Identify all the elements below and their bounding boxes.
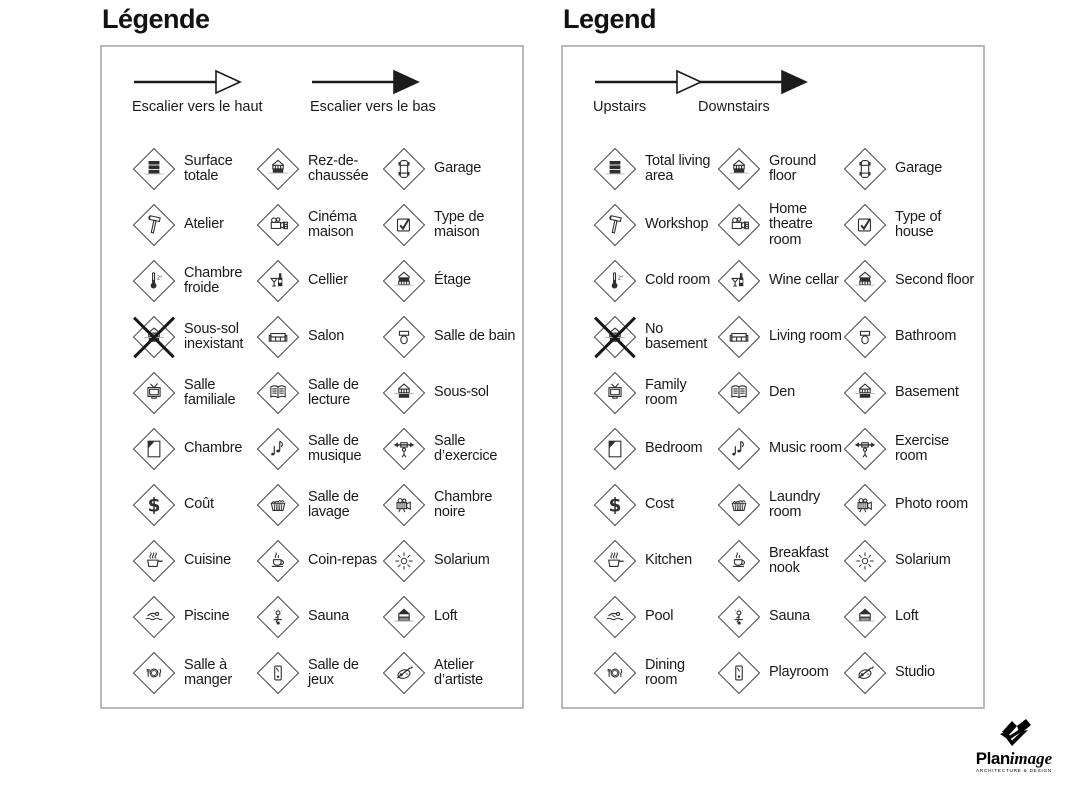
filled-arrow-icon bbox=[310, 69, 420, 95]
legend-item-label: Exercise room bbox=[895, 432, 949, 464]
outline-arrow-icon bbox=[132, 69, 242, 95]
basement-icon bbox=[382, 371, 426, 415]
legend-item bbox=[843, 533, 983, 589]
breakfast-nook-icon bbox=[256, 539, 300, 583]
legend-item bbox=[593, 253, 717, 309]
legend-item bbox=[717, 309, 843, 365]
legend-item-label: Bedroom bbox=[645, 440, 703, 457]
planimage-logo-icon bbox=[992, 718, 1036, 752]
cold-room-icon bbox=[593, 259, 637, 303]
legend-item bbox=[717, 197, 843, 253]
legend-item bbox=[382, 477, 522, 533]
legend-item bbox=[132, 533, 256, 589]
legend-item bbox=[256, 365, 382, 421]
legend-item-label: Rez-de-chaussée bbox=[308, 152, 369, 184]
workshop-icon bbox=[593, 203, 637, 247]
legend-item-label: Cold room bbox=[645, 272, 711, 289]
legend-item-label: Ground floor bbox=[769, 152, 817, 184]
legend-item bbox=[717, 141, 843, 197]
legend-item-label: Bathroom bbox=[895, 328, 957, 345]
legend-item bbox=[593, 477, 717, 533]
legend-item bbox=[256, 309, 382, 365]
legend-item-label: Cuisine bbox=[184, 552, 231, 569]
workshop-icon bbox=[132, 203, 176, 247]
laundry-room-icon bbox=[256, 483, 300, 527]
home-theatre-icon bbox=[256, 203, 300, 247]
legend-item-label: Salle d’exercice bbox=[434, 432, 498, 464]
legend-item bbox=[256, 141, 382, 197]
legend-item bbox=[843, 589, 983, 645]
legend-item-label: Kitchen bbox=[645, 552, 692, 569]
music-room-icon bbox=[717, 427, 761, 471]
legend-item-label: Coût bbox=[184, 496, 214, 513]
legend-item bbox=[717, 589, 843, 645]
cost-icon bbox=[593, 483, 637, 527]
breakfast-nook-icon bbox=[717, 539, 761, 583]
legend-item-label: Chambre froide bbox=[184, 264, 243, 296]
legend-item bbox=[843, 645, 983, 701]
legend-item bbox=[843, 477, 983, 533]
photo-room-icon bbox=[382, 483, 426, 527]
legend-item-label: Den bbox=[769, 384, 795, 401]
type-of-house-icon bbox=[843, 203, 887, 247]
bedroom-icon bbox=[132, 427, 176, 471]
total-area-icon bbox=[593, 147, 637, 191]
legend-item-label: Loft bbox=[895, 608, 919, 625]
legend-item bbox=[593, 141, 717, 197]
diamond-outline bbox=[133, 316, 175, 358]
stair-arrow bbox=[593, 69, 698, 131]
legend-item bbox=[593, 421, 717, 477]
cost-icon bbox=[132, 483, 176, 527]
legend-item bbox=[843, 421, 983, 477]
legend-item bbox=[256, 589, 382, 645]
legend-item bbox=[593, 589, 717, 645]
legend-item bbox=[382, 533, 522, 589]
arrow-label: Escalier vers le bas bbox=[310, 99, 436, 115]
legend-item-label: Salle familiale bbox=[184, 376, 236, 408]
legend-item bbox=[382, 645, 522, 701]
planimage-logo bbox=[966, 718, 1062, 773]
legend-item-label: Living room bbox=[769, 328, 842, 345]
panel-box bbox=[561, 45, 985, 709]
dining-room-icon bbox=[593, 651, 637, 695]
legend-panel-french bbox=[100, 0, 524, 709]
legend-item bbox=[593, 533, 717, 589]
legend-item-label: Playroom bbox=[769, 664, 829, 681]
legend-item bbox=[132, 477, 256, 533]
legend-item bbox=[256, 645, 382, 701]
legend-item-label: Garage bbox=[895, 160, 943, 177]
total-area-icon bbox=[132, 147, 176, 191]
legend-item-label: Salon bbox=[308, 328, 345, 345]
no-basement-icon bbox=[132, 315, 176, 359]
legend-item bbox=[593, 197, 717, 253]
legend-item-label: Atelier d’artiste bbox=[434, 656, 483, 688]
legend-item-label: Type of house bbox=[895, 208, 942, 240]
legend-item-label: Atelier bbox=[184, 216, 224, 233]
studio-icon bbox=[382, 651, 426, 695]
legend-item bbox=[132, 365, 256, 421]
legend-item bbox=[717, 253, 843, 309]
diamond-outline bbox=[594, 316, 636, 358]
family-room-icon bbox=[593, 371, 637, 415]
legend-item-label: Surface totale bbox=[184, 152, 233, 184]
logo-text-bold: Plan bbox=[975, 749, 1010, 768]
legend-item-label: Wine cellar bbox=[769, 272, 839, 289]
legend-item bbox=[593, 645, 717, 701]
legend-item-label: Pool bbox=[645, 608, 674, 625]
legend-item-label: Workshop bbox=[645, 216, 709, 233]
playroom-icon bbox=[256, 651, 300, 695]
legend-item-label: Salle à manger bbox=[184, 656, 232, 688]
legend-item-label: Salle de jeux bbox=[308, 656, 359, 688]
legend-item bbox=[843, 253, 983, 309]
studio-icon bbox=[843, 651, 887, 695]
legend-item bbox=[382, 309, 522, 365]
legend-item bbox=[256, 197, 382, 253]
pool-icon bbox=[132, 595, 176, 639]
garage-icon bbox=[843, 147, 887, 191]
legend-item bbox=[132, 645, 256, 701]
stair-arrows-row bbox=[132, 69, 522, 131]
living-room-icon bbox=[256, 315, 300, 359]
logo-tagline: ARCHITECTURE & DESIGN bbox=[975, 768, 1052, 773]
playroom-icon bbox=[717, 651, 761, 695]
den-icon bbox=[717, 371, 761, 415]
legend-item bbox=[256, 421, 382, 477]
arrow-label: Upstairs bbox=[593, 99, 647, 115]
legend-item bbox=[717, 645, 843, 701]
home-theatre-icon bbox=[717, 203, 761, 247]
legend-item-label: Type de maison bbox=[434, 208, 485, 240]
legend-item-label: Second floor bbox=[895, 272, 975, 289]
legend-item-label: Family room bbox=[645, 376, 687, 408]
legend-item-label: Cellier bbox=[308, 272, 348, 289]
legend-item bbox=[256, 533, 382, 589]
legend-item-label: Total living area bbox=[645, 152, 711, 184]
exercise-room-icon bbox=[382, 427, 426, 471]
legend-grid bbox=[132, 141, 522, 701]
legend-item bbox=[717, 477, 843, 533]
sauna-icon bbox=[256, 595, 300, 639]
outline-arrow-icon bbox=[593, 69, 703, 95]
legend-item bbox=[843, 365, 983, 421]
legend-item bbox=[593, 365, 717, 421]
legend-item bbox=[843, 141, 983, 197]
panel-title: Légende bbox=[102, 4, 210, 34]
legend-item-label: Music room bbox=[769, 440, 842, 457]
legend-item bbox=[843, 309, 983, 365]
legend-item-label: Étage bbox=[434, 272, 471, 289]
living-room-icon bbox=[717, 315, 761, 359]
legend-item-label: Salle de bain bbox=[434, 328, 516, 345]
legend-item-label: Sauna bbox=[308, 608, 349, 625]
legend-item bbox=[382, 365, 522, 421]
family-room-icon bbox=[132, 371, 176, 415]
legend-item bbox=[256, 253, 382, 309]
pool-icon bbox=[593, 595, 637, 639]
bathroom-icon bbox=[843, 315, 887, 359]
den-icon bbox=[256, 371, 300, 415]
legend-item bbox=[132, 589, 256, 645]
legend-item-label: Laundry room bbox=[769, 488, 820, 520]
solarium-icon bbox=[382, 539, 426, 583]
loft-icon bbox=[843, 595, 887, 639]
solarium-icon bbox=[843, 539, 887, 583]
legend-item-label: Photo room bbox=[895, 496, 968, 513]
stair-arrows-row bbox=[593, 69, 983, 131]
legend-item bbox=[132, 309, 256, 365]
legend-item-label: Basement bbox=[895, 384, 959, 401]
legend-item bbox=[717, 421, 843, 477]
legend-item-label: Solarium bbox=[434, 552, 490, 569]
filled-arrow-icon bbox=[698, 69, 808, 95]
legend-item-label: Breakfast nook bbox=[769, 544, 829, 576]
legend-item bbox=[717, 533, 843, 589]
bedroom-icon bbox=[593, 427, 637, 471]
legend-item-label: Coin-repas bbox=[308, 552, 377, 569]
legend-item bbox=[382, 141, 522, 197]
legend-item bbox=[132, 421, 256, 477]
legend-item-label: Sauna bbox=[769, 608, 810, 625]
exercise-room-icon bbox=[843, 427, 887, 471]
legend-item-label: Studio bbox=[895, 664, 935, 681]
legend-item bbox=[382, 253, 522, 309]
legend-item bbox=[717, 365, 843, 421]
legend-item bbox=[132, 197, 256, 253]
wine-cellar-icon bbox=[256, 259, 300, 303]
legend-item-label: No basement bbox=[645, 320, 708, 352]
legend-item-label: Salle de lecture bbox=[308, 376, 359, 408]
legend-item bbox=[382, 589, 522, 645]
legend-item bbox=[132, 253, 256, 309]
type-of-house-icon bbox=[382, 203, 426, 247]
legend-item-label: Solarium bbox=[895, 552, 951, 569]
legend-item bbox=[382, 421, 522, 477]
panel-box bbox=[100, 45, 524, 709]
panel-title: Legend bbox=[563, 4, 657, 34]
sauna-icon bbox=[717, 595, 761, 639]
legend-item-label: Loft bbox=[434, 608, 458, 625]
legend-item-label: Garage bbox=[434, 160, 482, 177]
bathroom-icon bbox=[382, 315, 426, 359]
logo-text-italic: image bbox=[1009, 749, 1053, 768]
stair-arrow bbox=[698, 69, 888, 131]
legend-item bbox=[132, 141, 256, 197]
legend-grid bbox=[593, 141, 983, 701]
cold-room-icon bbox=[132, 259, 176, 303]
legend-item-label: Chambre bbox=[184, 440, 243, 457]
ground-floor-icon bbox=[717, 147, 761, 191]
legend-item-label: Piscine bbox=[184, 608, 230, 625]
legend-item-label: Cost bbox=[645, 496, 675, 513]
legend-panel-english bbox=[561, 0, 985, 709]
dining-room-icon bbox=[132, 651, 176, 695]
photo-room-icon bbox=[843, 483, 887, 527]
stair-arrow bbox=[132, 69, 310, 131]
arrow-label: Escalier vers le haut bbox=[132, 99, 263, 115]
legend-item bbox=[593, 309, 717, 365]
garage-icon bbox=[382, 147, 426, 191]
legend-item bbox=[256, 477, 382, 533]
wine-cellar-icon bbox=[717, 259, 761, 303]
laundry-room-icon bbox=[717, 483, 761, 527]
second-floor-icon bbox=[843, 259, 887, 303]
legend-item-label: Chambre noire bbox=[434, 488, 493, 520]
second-floor-icon bbox=[382, 259, 426, 303]
loft-icon bbox=[382, 595, 426, 639]
arrow-label: Downstairs bbox=[698, 99, 770, 115]
legend-item-label: Salle de musique bbox=[308, 432, 362, 464]
legend-item-label: Salle de lavage bbox=[308, 488, 359, 520]
legend-item-label: Cinéma maison bbox=[308, 208, 357, 240]
legend-item bbox=[843, 197, 983, 253]
basement-icon bbox=[843, 371, 887, 415]
legend-item-label: Sous-sol bbox=[434, 384, 489, 401]
stair-arrow bbox=[310, 69, 488, 131]
music-room-icon bbox=[256, 427, 300, 471]
ground-floor-icon bbox=[256, 147, 300, 191]
legend-item-label: Sous-sol inexistant bbox=[184, 320, 244, 352]
legend-item-label: Home theatre room bbox=[769, 200, 813, 248]
kitchen-icon bbox=[593, 539, 637, 583]
kitchen-icon bbox=[132, 539, 176, 583]
legend-item-label: Dining room bbox=[645, 656, 685, 688]
legend-item bbox=[382, 197, 522, 253]
no-basement-icon bbox=[593, 315, 637, 359]
